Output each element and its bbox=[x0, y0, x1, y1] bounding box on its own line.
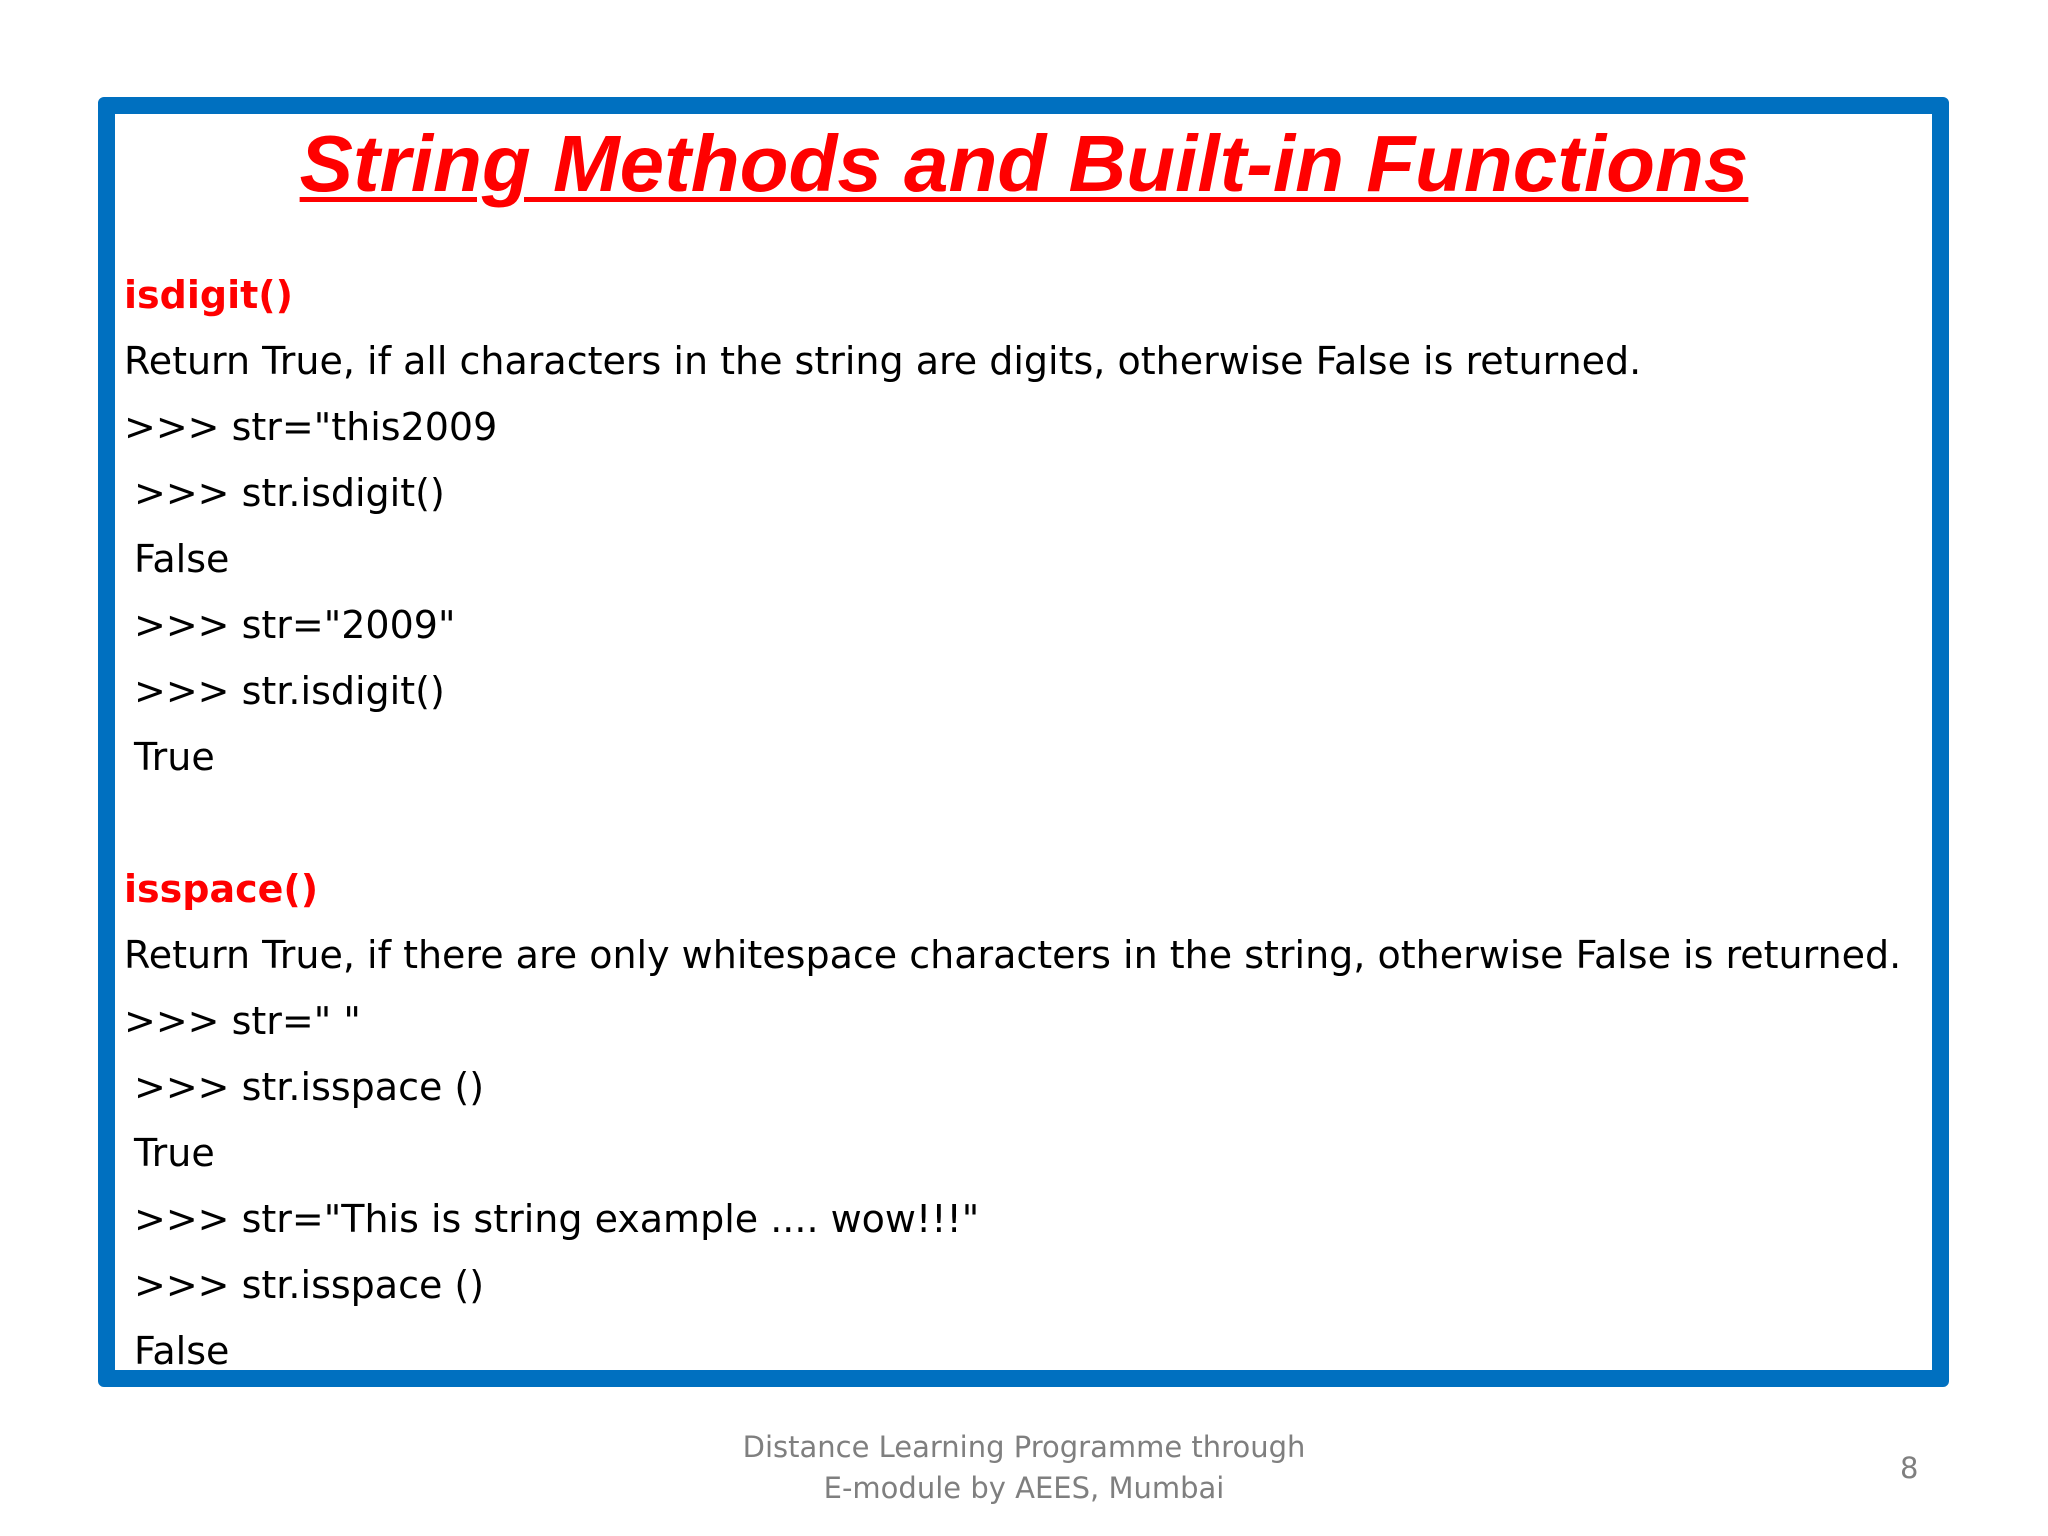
isspace-code-line-5: >>> str.isspace () bbox=[134, 1263, 485, 1307]
footer-credit bbox=[0, 1427, 2048, 1509]
isdigit-description: Return True, if all characters in the string are digits, otherwise False is returned. bbox=[124, 339, 1642, 383]
isspace-code-line-4: >>> str="This is string example .... wow!!!" bbox=[134, 1197, 980, 1241]
isdigit-code-line-1: >>> str="this2009 bbox=[124, 405, 498, 449]
slide-title: String Methods and Built-in Functions bbox=[299, 119, 1749, 208]
isdigit-code-line-5: >>> str.isdigit() bbox=[134, 669, 445, 713]
isspace-code-line-1: >>> str=" " bbox=[124, 999, 361, 1043]
isdigit-method-name: isdigit() bbox=[124, 273, 293, 317]
isspace-code-line-2: >>> str.isspace () bbox=[134, 1065, 485, 1109]
isspace-code-line-6: False bbox=[134, 1329, 230, 1373]
isspace-description: Return True, if there are only whitespace characters in the string, otherwise False is returned. bbox=[124, 933, 1902, 977]
footer-line-1: Distance Learning Programme through bbox=[742, 1430, 1306, 1464]
page-number: 8 bbox=[1900, 1451, 1919, 1485]
isdigit-code-line-2: >>> str.isdigit() bbox=[134, 471, 445, 515]
isspace-code-line-3: True bbox=[134, 1131, 215, 1175]
isdigit-code-line-6: True bbox=[134, 735, 215, 779]
slide-content-frame bbox=[98, 97, 1949, 1387]
footer-line-2: E-module by AEES, Mumbai bbox=[823, 1471, 1225, 1505]
isdigit-code-line-3: False bbox=[134, 537, 230, 581]
isspace-method-name: isspace() bbox=[124, 867, 319, 911]
isdigit-code-line-4: >>> str="2009" bbox=[134, 603, 456, 647]
